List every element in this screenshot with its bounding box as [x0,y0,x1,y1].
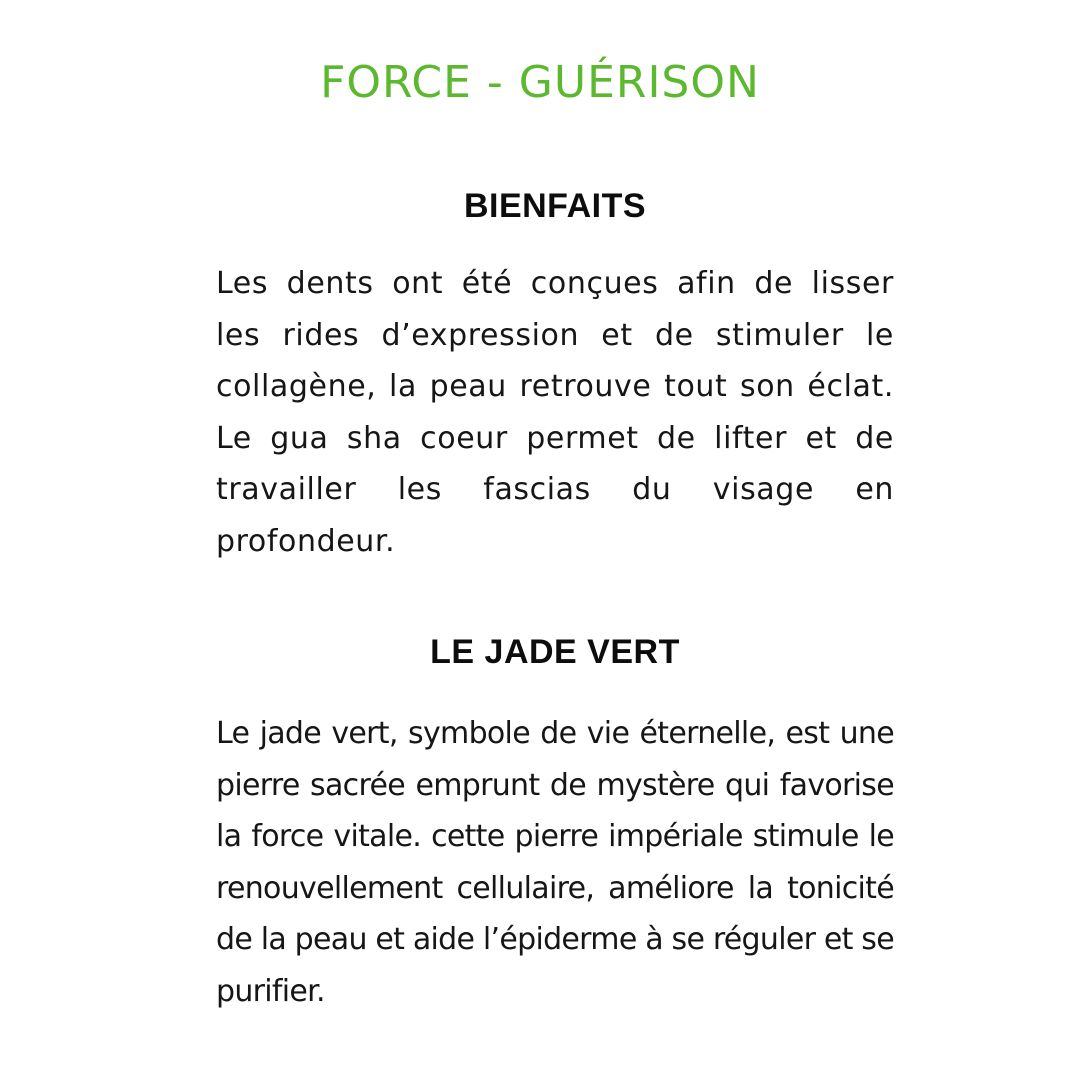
section-heading: LE JADE VERT [430,633,680,671]
page-title: FORCE - GUÉRISON [320,57,760,109]
section-paragraph: Les dents ont été conçues afin de lisser les rides d’expression et de stimuler le collagène, la peau retrouve tout son éclat. Le gua sha coeur permet de lifter et de travailler les fascias du visage en profondeur. [216,266,894,559]
section-heading: BIENFAITS [463,187,647,225]
section-bienfaits [216,186,894,567]
section-le-jade-vert [216,632,894,1017]
section-paragraph: Le jade vert, symbole de vie éternelle, est une pierre sacrée emprunt de mystère qui favorise la force vitale. cette pierre impériale stimule le renouvellement cellulaire, améliore la tonicité de la peau et aide l’épiderme à se réguler et se purifier. [216,716,894,1009]
